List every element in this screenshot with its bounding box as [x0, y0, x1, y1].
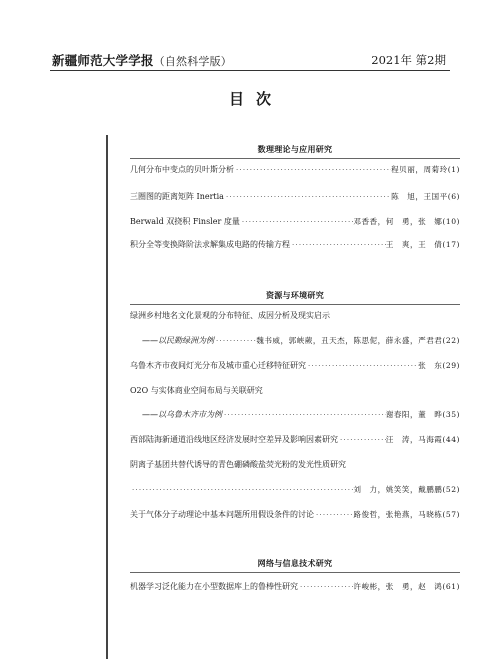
toc-entry-continuation[interactable]	[130, 483, 460, 497]
entry-authors: 陈 旭，王国平(6)	[391, 192, 460, 201]
leader-dots	[214, 334, 256, 348]
entry-title: 乌鲁木齐市夜间灯光分布及城市重心迁移特征研究	[130, 361, 306, 370]
toc-entry[interactable]	[130, 359, 460, 373]
entry-authors: 魏书威，郭峡蕨，丑天杰，陈思伲，薛永盛，严君君(22)	[256, 336, 460, 345]
leader-dots	[224, 190, 391, 204]
toc-entry[interactable]	[130, 508, 460, 522]
entry-title: 关于气体分子动理论中基本问题所用假设条件的讨论	[130, 510, 314, 519]
section-rule	[130, 304, 460, 305]
journal-title	[52, 51, 232, 69]
section-rule	[130, 158, 460, 159]
toc-entry[interactable]	[130, 163, 460, 177]
leader-dots	[222, 408, 386, 422]
leader-dots	[338, 433, 386, 447]
toc-entry[interactable]	[130, 580, 460, 594]
entry-authors: 刘 力，姚笑笑，戴鹏鹏(52)	[353, 485, 460, 494]
section-heading-math: 数理理论与应用研究	[257, 145, 333, 154]
entry-title-line[interactable]: 绿洲乡村地名文化景观的分布特征、成因分析及现实启示	[130, 311, 330, 320]
entry-title: 机器学习泛化能力在小型数据库上的鲁棒性研究	[130, 582, 298, 591]
entry-subtitle: ——以乌鲁木齐市为例	[142, 410, 222, 419]
entry-authors: 路俊哲，张艳燕，马晓栋(57)	[353, 510, 460, 519]
toc-entry[interactable]	[130, 433, 460, 447]
toc-entry-continuation[interactable]	[130, 334, 460, 348]
entry-authors: 许峻彬，张 勇，赵 鸿(61)	[353, 582, 460, 591]
toc-entry[interactable]	[130, 190, 460, 204]
toc-entry-continuation[interactable]	[130, 408, 460, 422]
entry-authors: 王 爽，王 倩(17)	[385, 240, 460, 249]
leader-dots	[306, 359, 418, 373]
leader-dots	[240, 215, 354, 229]
leader-dots	[234, 163, 391, 177]
journal-name: 新疆师范大学学报	[52, 53, 154, 68]
issue-label: 2021年 第2期	[371, 53, 446, 67]
entry-subtitle: ——以民勤绿洲为例	[142, 336, 214, 345]
entry-title-line[interactable]: O2O 与实体商业空间布局与关联研究	[130, 386, 263, 395]
entry-authors: 程贝丽，周菊玲(1)	[391, 165, 460, 174]
left-margin-bar	[106, 135, 108, 659]
entry-authors: 张 东(29)	[418, 361, 460, 370]
entry-title: 几何分布中变点的贝叶斯分析	[130, 165, 234, 174]
entry-authors: 汪 涛，马海霞(44)	[385, 435, 460, 444]
entry-title: Berwald 双挠积 Finsler 度量	[130, 217, 240, 226]
leader-dots	[290, 238, 386, 252]
entry-title-line[interactable]: 阴离子基团共替代诱导的青色硼磷酸盐荧光粉的发光性质研究	[130, 460, 346, 469]
leader-dots	[130, 483, 353, 497]
entry-authors: 邓香香，何 勇，张 娜(10)	[353, 217, 460, 226]
entry-title: 西部陆海新通道沿线地区经济发展时空差异及影响因素研究	[130, 435, 338, 444]
header-rule	[50, 70, 450, 71]
toc-title: 目次	[228, 90, 283, 108]
toc-entry[interactable]	[130, 215, 460, 229]
section-rule	[130, 572, 460, 573]
section-heading-network: 网络与信息技术研究	[257, 559, 333, 568]
entry-authors: 谢春阳，董 晔(35)	[385, 410, 460, 419]
entry-title: 三圈图的距离矩阵 Inertia	[130, 192, 224, 201]
toc-entry[interactable]	[130, 238, 460, 252]
entry-title: 积分全等变换降阶法求解集成电路的传输方程	[130, 240, 290, 249]
journal-edition: （自然科学版）	[153, 55, 233, 68]
leader-dots	[298, 580, 353, 594]
section-heading-resources: 资源与环境研究	[265, 291, 325, 300]
leader-dots	[314, 508, 353, 522]
